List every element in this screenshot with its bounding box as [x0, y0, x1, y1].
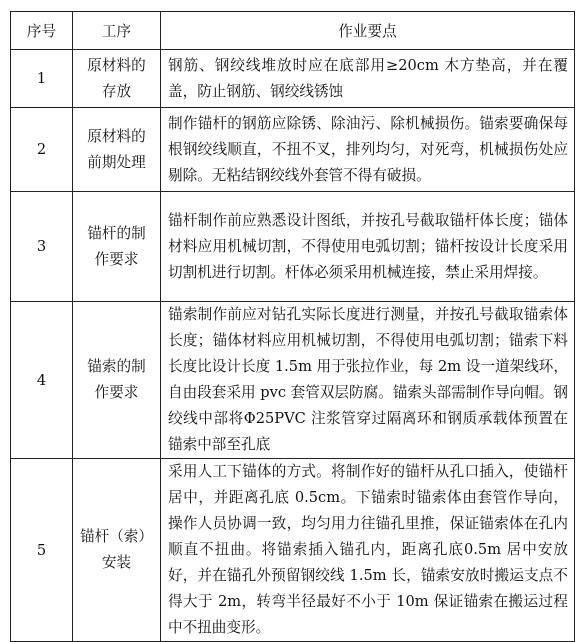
table-row: [11, 192, 575, 302]
process-line: 作要求: [94, 250, 139, 268]
table-row: [11, 459, 575, 642]
table-row: [11, 302, 575, 459]
row-process: [73, 108, 161, 192]
process-line: 锚杆（索）: [80, 528, 153, 545]
table-row: [11, 108, 575, 192]
header-row: [11, 12, 575, 50]
row-number: 2: [11, 108, 73, 192]
process-line: 安装: [101, 554, 132, 571]
header-key-points: 作业要点: [161, 12, 575, 50]
process-line: 作要求: [94, 384, 139, 401]
row-description: 采用人工下锚体的方式。将制作好的锚杆从孔口插入，使锚杆居中，并距离孔底 0.5cm。下锚索时锚索体由套管作导向，操作人员协调一致，均匀用力往锚孔里推，保证锚索体在孔内顺直不扭曲。将锚索插入锚孔内，距离孔底0.5m 居中安放好，并在锚孔外预留钢绞线 1.5m 长，锚索安放时搬运支点不得大于 2m，转弯半径最好不小于 10m 保证锚索在搬运过程中不扭曲变形。: [161, 459, 575, 642]
header-process: 工序: [73, 12, 161, 50]
process-line: 前期处理: [87, 153, 146, 171]
process-line: 锚杆的制: [87, 224, 146, 242]
row-description: 制作锚杆的钢筋应除锈、除油污、除机械损伤。锚索要确保每根钢绞线顺直，不扭不叉，排列均匀，对死弯，机械损伤处应剔除。无粘结钢绞线外套管不得有破损。: [161, 108, 575, 192]
header-num: 序号: [11, 12, 73, 50]
process-line: 存放: [101, 82, 132, 100]
process-line: 原材料的: [87, 56, 146, 74]
row-description: 钢筋、钢绞线堆放时应在底部用≥20cm 木方垫高，并在覆盖，防止钢筋、钢绞线锈蚀: [161, 50, 575, 108]
process-line: 原材料的: [87, 127, 146, 145]
row-process: [73, 302, 161, 459]
row-process: [73, 50, 161, 108]
row-process: [73, 459, 161, 642]
row-process: [73, 192, 161, 302]
procedure-table: [10, 11, 575, 642]
row-description: 锚索制作前应对钻孔实际长度进行测量，并按孔号截取锚索体长度；锚体材料应用机械切割，不得使用电弧切割；锚索下料长度比设计长度 1.5m 用于张拉作业，每 2m 设一道架线环，自由段套采用 pvc 套管双层防腐。锚索头部需制作导向帽。钢绞线中部将Φ25PVC 注浆管穿过隔离环和钢质承载体预置在锚索中部至孔底: [161, 302, 575, 459]
row-number: 4: [11, 302, 73, 459]
row-number: 3: [11, 192, 73, 302]
row-number: 5: [11, 459, 73, 642]
table-row: [11, 50, 575, 108]
row-description: 锚杆制作前应熟悉设计图纸，并按孔号截取锚杆体长度；锚体材料应用机械切割，不得使用电弧切割；锚杆按设计长度采用切割机进行切割。杆体必须采用机械连接，禁止采用焊接。: [161, 192, 575, 302]
row-number: 1: [11, 50, 73, 108]
process-line: 锚索的制: [87, 358, 146, 375]
